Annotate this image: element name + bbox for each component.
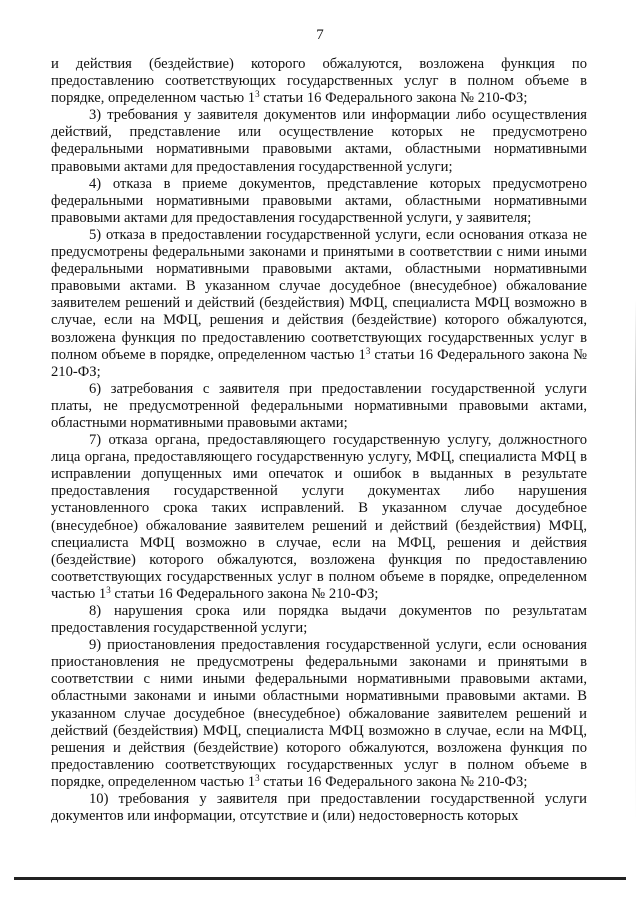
paragraph-continuation: и действия (бездействие) которого обжалуются, возложена функция по предоставлению соответствующих государственных услуг в полном объеме в порядке, определенном частью $1^3$ статьи 16 Федерального закона № 210-ФЗ; (51, 56, 587, 107)
paragraph-item-9: 9) приостановления предоставления государственной услуги, если основания приостановления не предусмотрены федеральными законами и принятыми в соответствии с ними иными федеральными нормативными правовыми актами, областными законами и иными областными нормативными правовыми актами. В указанном случае досудебное (внесудебное) обжалование заявителем решений и действий (бездействия) МФЦ, специалиста МФЦ возможно в случае, если на МФЦ, решения и действия (бездействие) которого обжалуются, возложена функция по предоставлению соответствующих государственных услуг в полном объеме в порядке, определенном частью $1^3$ статьи 16 Федерального закона № 210-ФЗ; (51, 637, 587, 790)
paragraph-item-8: 8) нарушения срока или порядка выдачи документов по результатам предоставления государственной услуги; (51, 603, 587, 637)
paragraph-item-6: 6) затребования с заявителя при предоставлении государственной услуги платы, не предусмотренной федеральными нормативными правовыми актами, областными нормативными правовыми актами; (51, 380, 587, 431)
page-bottom-rule (14, 877, 626, 880)
paragraph-item-3: 3) требования у заявителя документов или информации либо осуществления действий, представление или осуществление которых не предусмотрено федеральными нормативными правовыми актами, областными нормативными правовыми актами для предоставления государственной услуги; (51, 107, 587, 175)
page-number: 7 (316, 27, 324, 43)
scan-edge-line (635, 300, 636, 820)
paragraph-item-5: 5) отказа в предоставлении государственной услуги, если основания отказа не предусмотрены федеральными законами и принятыми в соответствии с ними иными федеральными нормативными правовыми актами, областными нормативными правовыми актами. В указанном случае досудебное (внесудебное) обжалование заявителем решений и действий (бездействия) МФЦ, специалиста МФЦ возможно в случае, если на МФЦ, решения и действия (бездействие) которого обжалуются, возложена функция по предоставлению соответствующих государственных услуг в полном объеме в порядке, определенном частью $1^3$ статьи 16 Федерального закона № 210-ФЗ; (51, 226, 587, 380)
paragraph-item-4: 4) отказа в приеме документов, представление которых предусмотрено федеральными нормативными правовыми актами, областными нормативными правовыми актами для предоставления государственной услуги, у заявителя; (51, 175, 587, 226)
paragraph-item-10: 10) требования у заявителя при предоставлении государственной услуги документов или информации, отсутствие и (или) недостоверность которых (51, 791, 587, 825)
document-body (51, 56, 587, 825)
paragraph-item-7: 7) отказа органа, предоставляющего государственную услугу, должностного лица органа, предоставляющего государственную услугу, МФЦ, специалиста МФЦ в исправлении допущенных ими опечаток и ошибок в выданных в результате предоставления государственной услуги документах либо нарушения установленного срока таких исправлений. В указанном случае досудебное (внесудебное) обжалование заявителем решений и действий (бездействия) МФЦ, специалиста МФЦ возможно в случае, если на МФЦ, решения и действия (бездействие) которого обжалуются, возложена функция по предоставлению соответствующих государственных услуг в полном объеме в порядке, определенном частью $1^3$ статьи 16 Федерального закона № 210-ФЗ; (51, 432, 587, 602)
